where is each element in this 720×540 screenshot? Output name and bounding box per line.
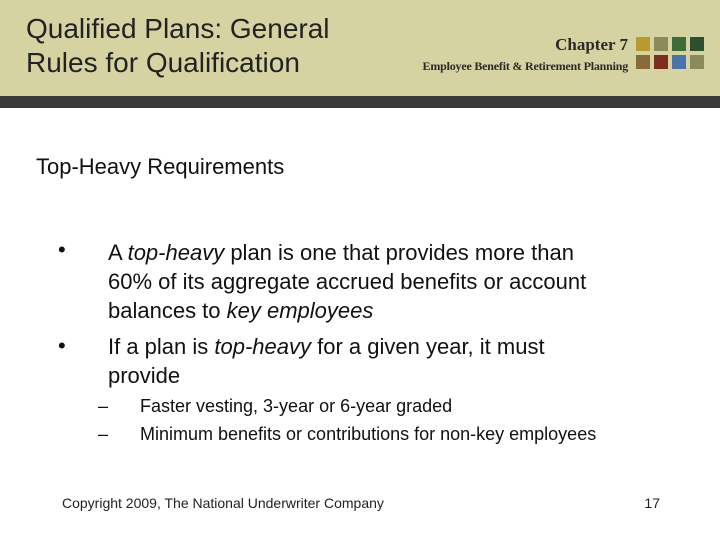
- swatch-square: [672, 55, 686, 69]
- swatch-square: [636, 37, 650, 51]
- bullet-1-line-1: A top-heavy plan is one that provides more than: [108, 240, 574, 265]
- bullet-marker: •: [58, 237, 66, 262]
- bullet-text-2: [108, 332, 668, 390]
- dash-marker: –: [98, 396, 109, 416]
- swatch-square: [690, 55, 704, 69]
- bullet-2-line-2: provide: [108, 363, 181, 388]
- bullet-1-line-3: balances to key employees: [108, 298, 374, 323]
- swatch-square: [672, 37, 686, 51]
- bullet-2-line-1: If a plan is top-heavy for a given year, it must: [108, 334, 545, 359]
- bullet-marker: •: [58, 333, 66, 358]
- dash-marker: –: [98, 424, 109, 444]
- page-number: 17: [644, 495, 660, 511]
- swatch-square: [690, 37, 704, 51]
- bullet-1-line-2: 60% of its aggregate accrued benefits or account: [108, 269, 587, 294]
- chapter-label: Chapter 7: [555, 35, 628, 54]
- header-rule: [0, 96, 720, 108]
- slide-title-line-2: Rules for Qualification: [26, 47, 300, 78]
- sub-item-2: Minimum benefits or contributions for non-key employees: [140, 424, 597, 444]
- slide-title-line-1: Qualified Plans: General: [26, 13, 330, 44]
- section-heading: Top-Heavy Requirements: [36, 154, 285, 179]
- slide-title: [26, 12, 356, 80]
- swatch-square: [654, 37, 668, 51]
- copyright-footer: Copyright 2009, The National Underwriter Company: [62, 495, 384, 511]
- sub-item-1: Faster vesting, 3-year or 6-year graded: [140, 396, 453, 416]
- bullet-text-1: [108, 238, 668, 325]
- swatch-square: [636, 55, 650, 69]
- book-subtitle: Employee Benefit & Retirement Planning: [422, 59, 628, 73]
- swatch-square: [654, 55, 668, 69]
